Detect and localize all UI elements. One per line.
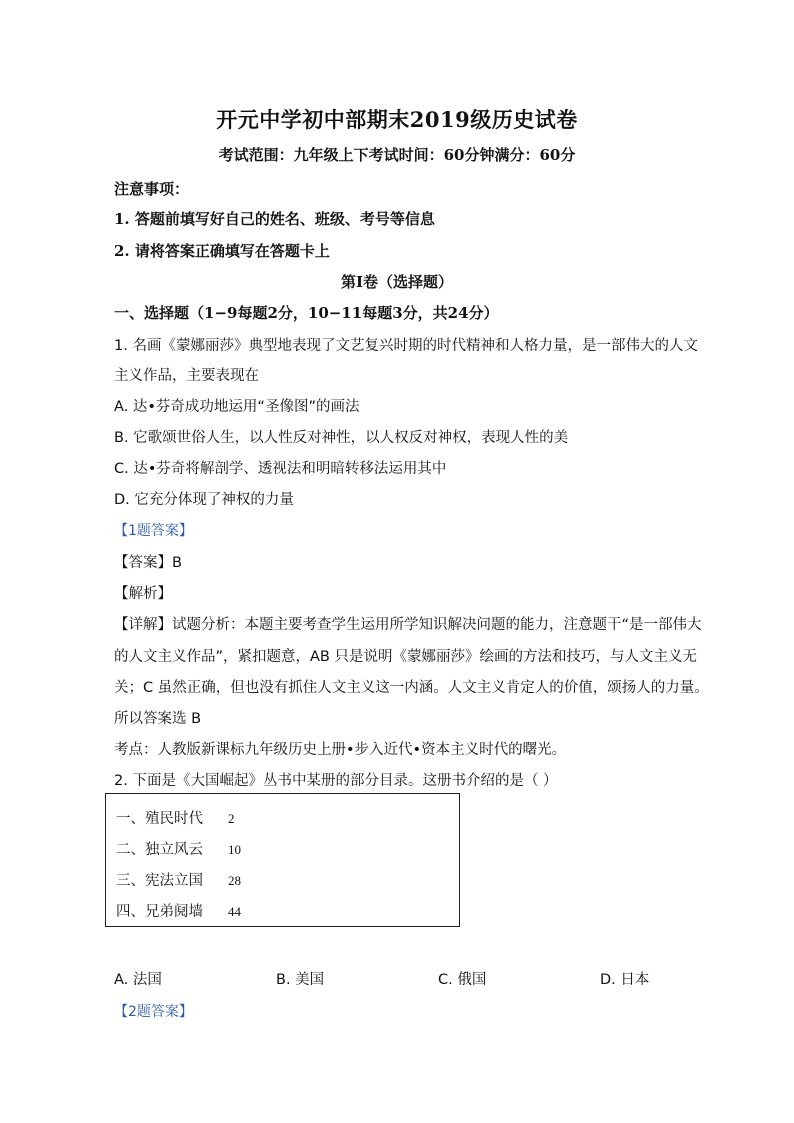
q1-analysis-tag: 【解析】: [114, 586, 172, 602]
note-item-2: 2. 请将答案正确填写在答题卡上: [114, 242, 330, 260]
toc-row: [116, 838, 241, 859]
q1-detail-line4: 所以答案选 B: [114, 711, 202, 727]
q2-stem: 2. 下面是《大国崛起》丛书中某册的部分目录。这册书介绍的是（ ）: [114, 773, 558, 789]
note-item-1: 1. 答题前填写好自己的姓名、班级、考号等信息: [114, 210, 435, 228]
toc-row: [116, 900, 241, 921]
q2-toc-box: [105, 793, 460, 927]
toc-chapter-name: 三、宪法立国: [116, 873, 203, 889]
q1-option-c: C. 达•芬奇将解剖学、透视法和明暗转移法运用其中: [114, 461, 447, 477]
volume-heading: 第I卷（选择题）: [340, 273, 454, 291]
q1-answer: 【答案】B: [114, 555, 182, 571]
section-heading: 一、选择题（1−9每题2分，10−11每题3分，共24分）: [114, 304, 499, 322]
toc-page-number: 44: [228, 904, 241, 919]
q2-option-d: D. 日本: [600, 972, 650, 988]
q1-option-d: D. 它充分体现了神权的力量: [114, 492, 294, 508]
q1-option-a: A. 达•芬奇成功地运用“圣像图”的画法: [114, 399, 360, 415]
q1-stem-line2: 主义作品，主要表现在: [114, 368, 259, 384]
q1-kaodian: 考点：人教版新课标九年级历史上册•步入近代•资本主义时代的曙光。: [114, 742, 567, 758]
page-title: 开元中学初中部期末2019级历史试卷: [216, 107, 578, 132]
q1-detail-line2: 的人文主义作品”，紧扣题意，AB 只是说明《蒙娜丽莎》绘画的方法和技巧，与人文主义无: [114, 649, 697, 665]
q2-answer-tag: 【2题答案】: [114, 1004, 193, 1020]
toc-row: [116, 807, 235, 828]
q1-option-b: B. 它歌颂世俗人生，以人性反对神性，以人权反对神权，表现人性的美: [114, 430, 569, 446]
q1-detail-line3: 关；C 虽然正确，但也没有抓住人文主义这一内涵。人文主义肯定人的价值，颂扬人的力量。: [114, 680, 709, 696]
toc-row: [116, 869, 241, 890]
toc-chapter-name: 一、殖民时代: [116, 811, 203, 827]
q2-option-a: A. 法国: [114, 972, 162, 988]
q1-detail-line1: 【详解】试题分析：本题主要考查学生运用所学知识解决问题的能力，注意题干“是一部伟大: [114, 617, 702, 633]
q2-option-b: B. 美国: [276, 972, 325, 988]
q2-option-c: C. 俄国: [438, 972, 487, 988]
toc-page-number: 2: [228, 811, 235, 826]
toc-chapter-name: 二、独立风云: [116, 842, 203, 858]
toc-page-number: 10: [228, 842, 241, 857]
q1-stem-line1: 1. 名画《蒙娜丽莎》典型地表现了文艺复兴时期的时代精神和人格力量，是一部伟大的人文: [114, 338, 698, 354]
toc-page-number: 28: [228, 873, 241, 888]
exam-info: 考试范围：九年级上下考试时间：60分钟满分：60分: [218, 146, 576, 164]
q1-answer-tag: 【1题答案】: [114, 523, 193, 539]
toc-chapter-name: 四、兄弟阋墙: [116, 904, 203, 920]
notes-heading: 注意事项：: [114, 180, 190, 198]
